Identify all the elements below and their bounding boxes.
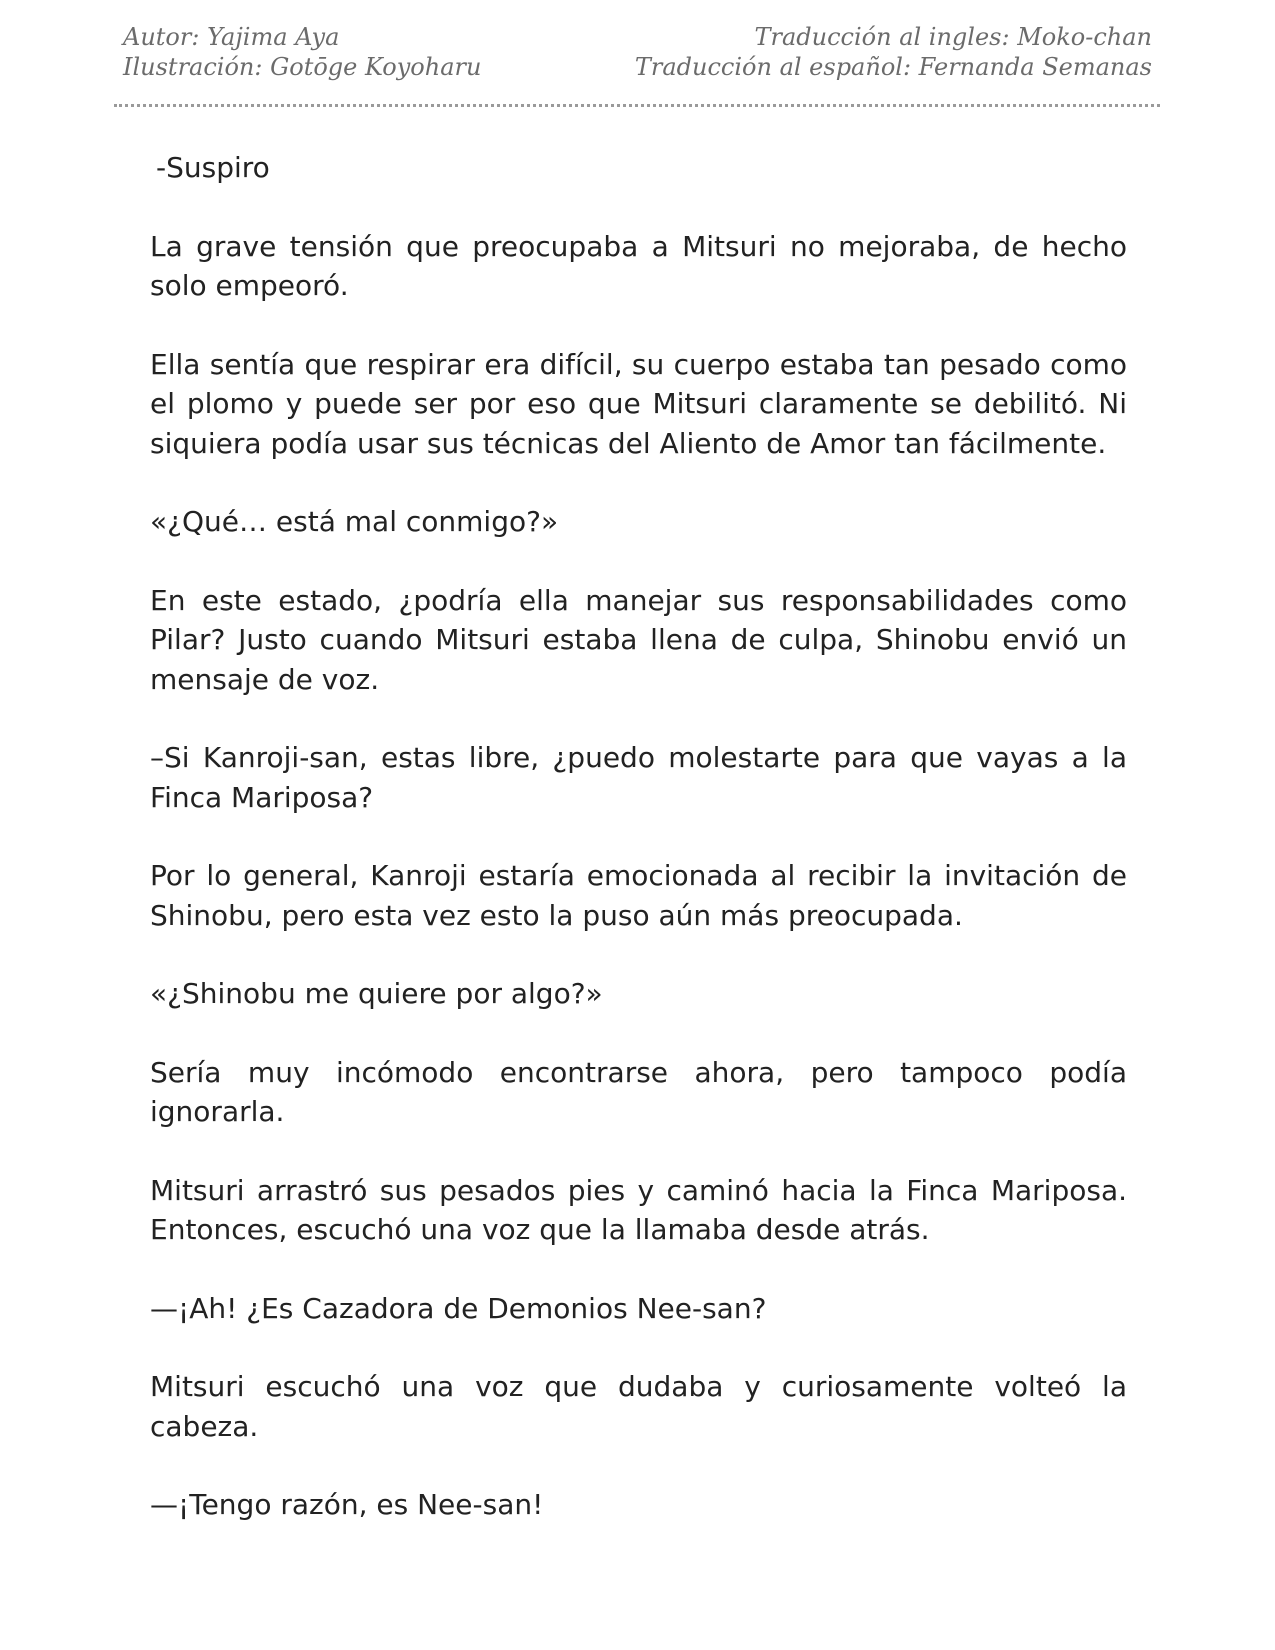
paragraph: «¿Qué… está mal conmigo?» (150, 505, 559, 538)
page-body (150, 148, 1127, 1564)
paragraph: En este estado, ¿podría ella manejar sus responsabilidades como Pilar? Justo cuando Mitsuri estaba llena de culpa, Shinobu envió un mensaje de voz. (150, 583, 1127, 696)
paragraph: -Suspiro (156, 151, 270, 184)
paragraph: Mitsuri escuchó una voz que dudaba y curiosamente volteó la cabeza. (150, 1370, 1127, 1443)
paragraph: Ella sentía que respirar era difícil, su cuerpo estaba tan pesado como el plomo y puede ser por eso que Mitsuri claramente se debilitó. Ni siquiera podía usar sus técnicas del Aliento de Amor tan fácilmente. (150, 347, 1127, 460)
paragraph: La grave tensión que preocupaba a Mitsuri no mejoraba, de hecho solo empeoró. (150, 229, 1127, 302)
paragraph: —¡Tengo razón, es Nee-san! (150, 1488, 544, 1521)
paragraph: —¡Ah! ¿Es Cazadora de Demonios Nee-san? (150, 1291, 767, 1325)
spanish-translation-credit: Traducción al español: Fernanda Semanas (634, 53, 1152, 81)
paragraph: Mitsuri arrastró sus pesados pies y caminó hacia la Finca Mariposa. Entonces, escuchó una voz que la llamaba desde atrás. (150, 1173, 1127, 1246)
english-translation-credit: Traducción al ingles: Moko-chan (754, 23, 1152, 51)
paragraph: «¿Shinobu me quiere por algo?» (150, 977, 603, 1010)
header-divider (114, 104, 1160, 107)
author-credit: Autor: Yajima Aya (123, 23, 340, 51)
paragraph: –Si Kanroji-san, estas libre, ¿puedo molestarte para que vayas a la Finca Mariposa? (150, 741, 1127, 814)
page-header (123, 22, 1152, 84)
paragraph: Sería muy incómodo encontrarse ahora, pero tampoco podía ignorarla. (150, 1055, 1127, 1128)
paragraph: Por lo general, Kanroji estaría emocionada al recibir la invitación de Shinobu, pero esta vez esto la puso aún más preocupada. (150, 859, 1127, 932)
illustration-credit: Ilustración: Gotōge Koyoharu (123, 53, 482, 81)
